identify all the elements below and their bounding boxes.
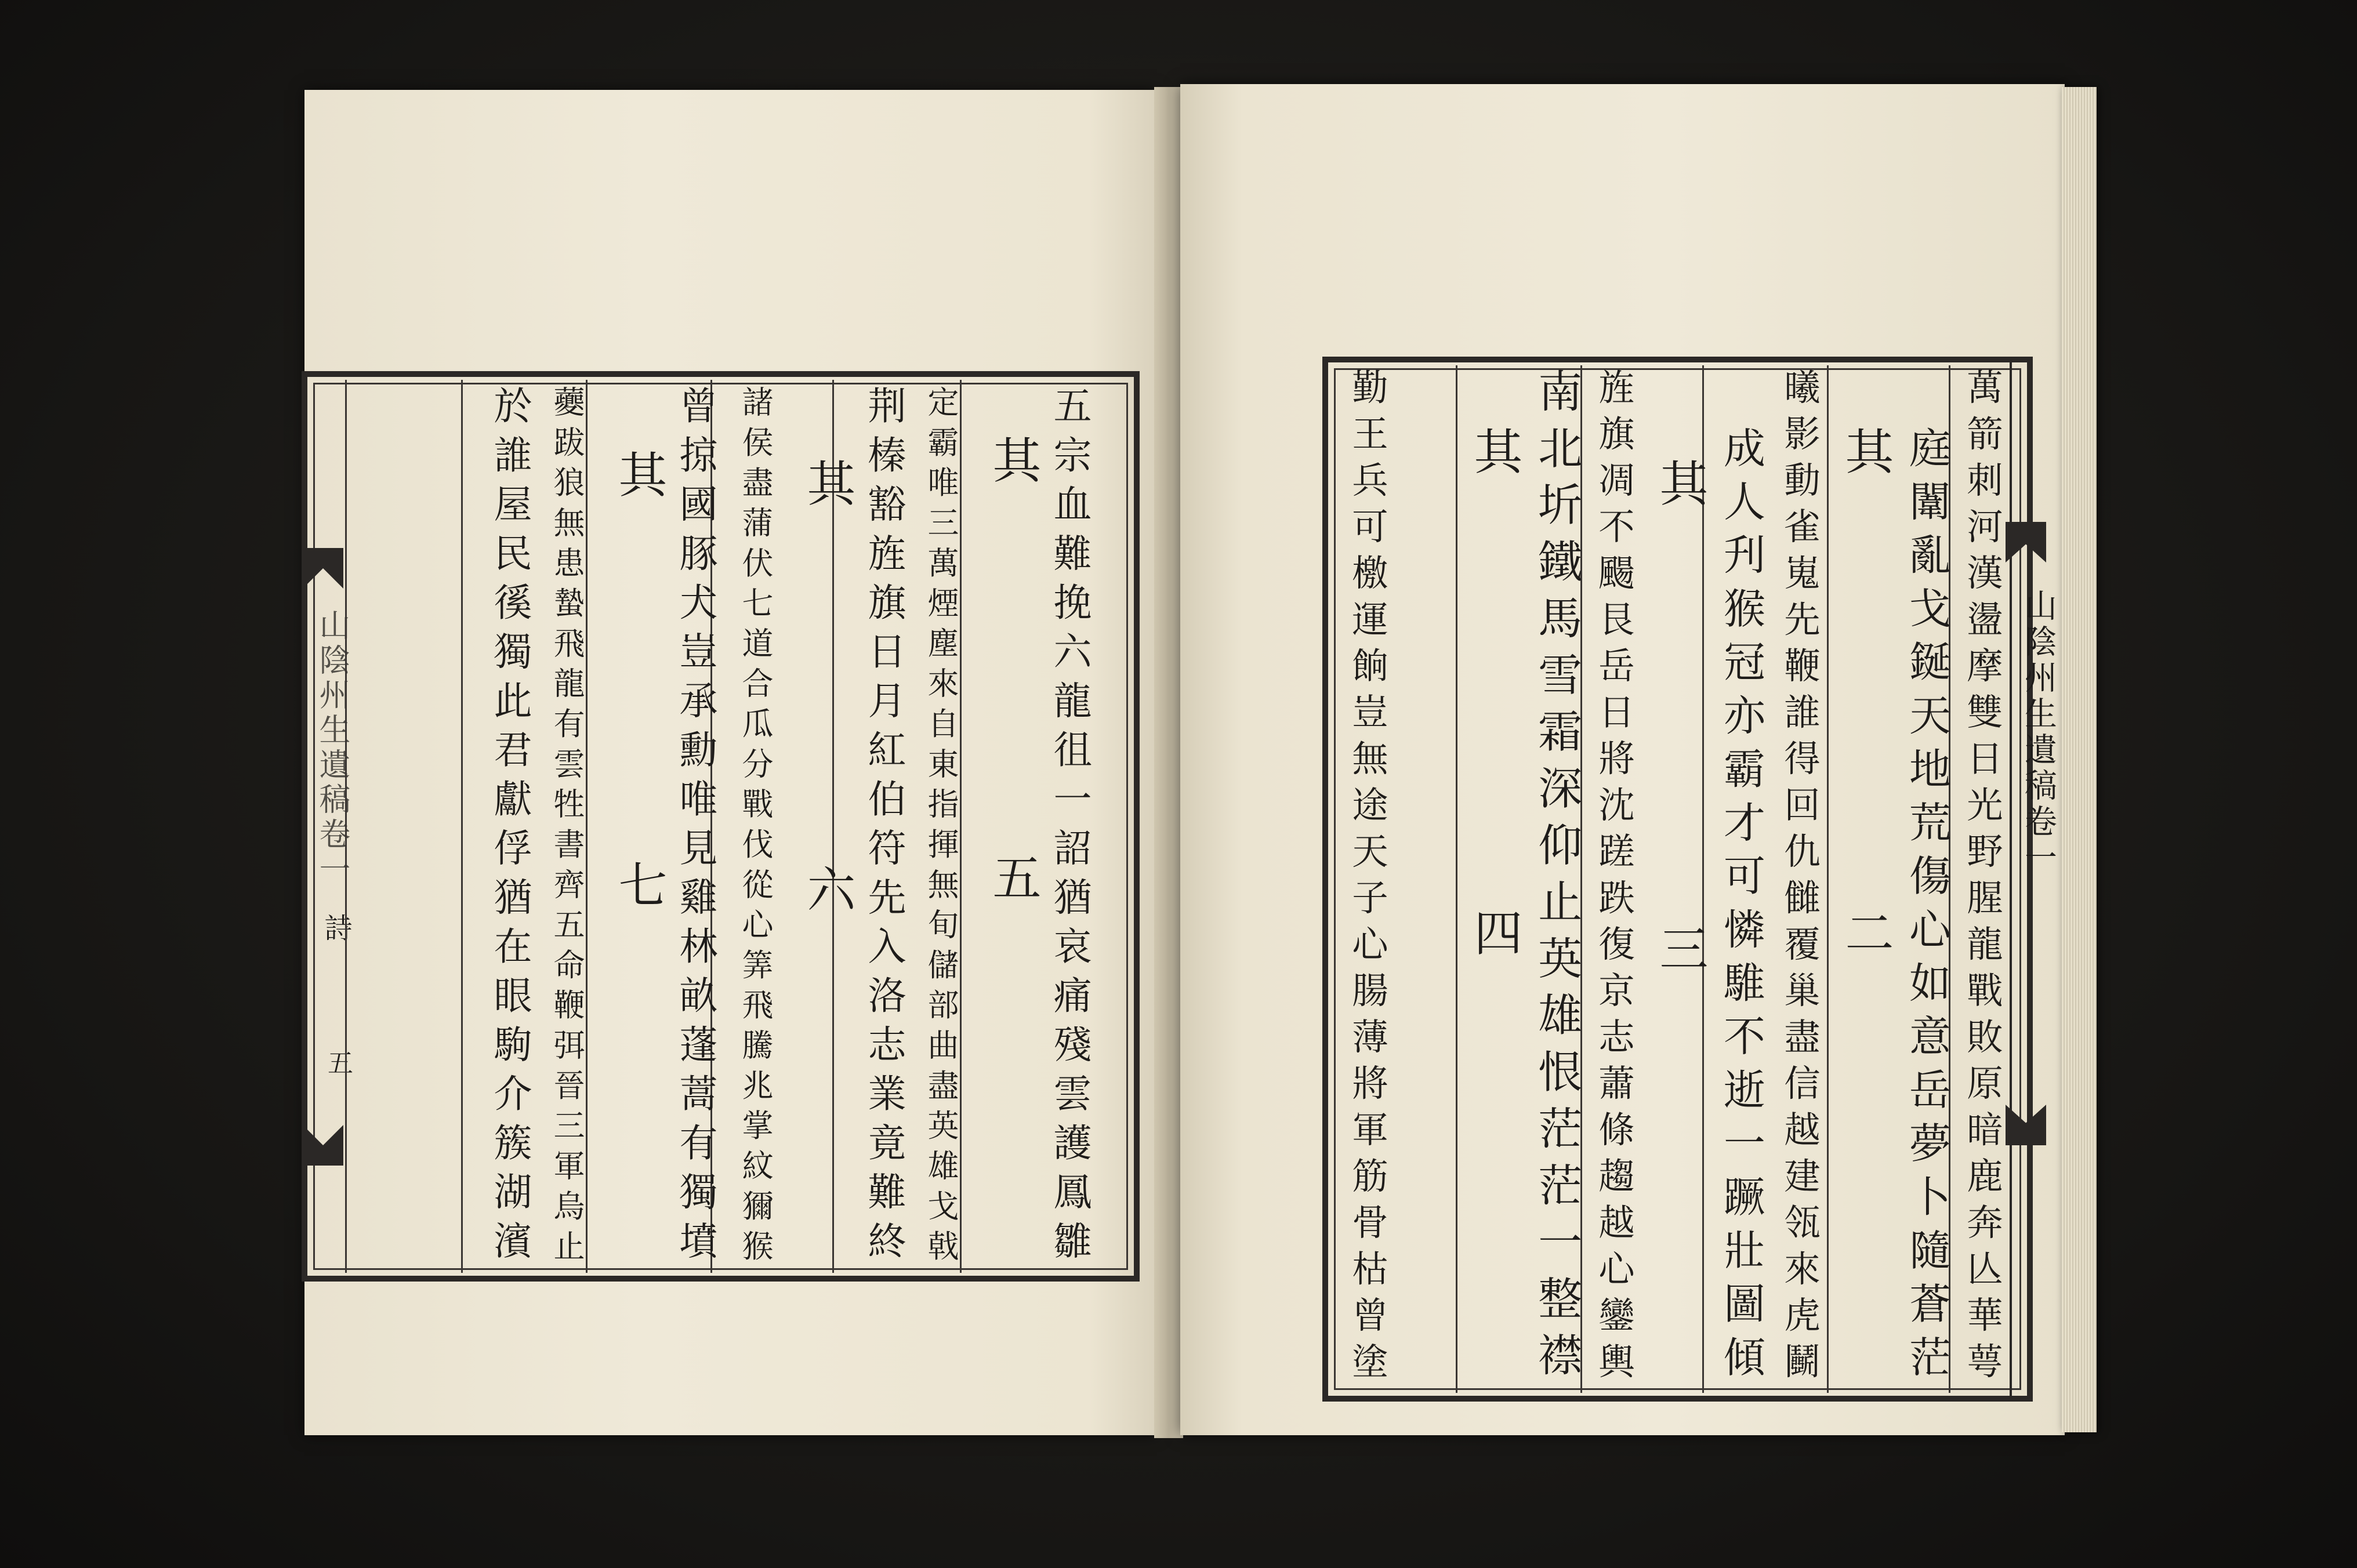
left-col-6: 諸侯盡蒲伏七道合瓜分戰伐從心筭飛騰兆掌紋獮猴 (737, 386, 774, 1270)
left-folio-number: 五 (323, 1050, 353, 1075)
right-heading-3: 其二 (1837, 426, 1894, 1389)
left-col-7: 曾掠國豚犬豈承勳唯見雞林畝蓬蒿有獨墳 (673, 386, 718, 1270)
column-rule (960, 380, 962, 1273)
right-banxin-title: 山陰州生遺稿卷一 (2019, 589, 2057, 876)
column-rule (461, 380, 463, 1273)
left-heading-2: 其五 (985, 435, 1042, 1270)
right-col-8: 南北圻鐵馬雪霜深仰止英雄恨茫茫一整襟 (1531, 368, 1583, 1389)
right-col-4: 曦影動雀嵬先鞭誰得回仇雠覆巢盡信越建瓴來虎鬭 (1778, 368, 1821, 1389)
left-col-3: 定霸唯三萬煙塵來自東指揮無旬儲部曲盡英雄戈戟 (923, 386, 960, 1270)
column-rule (1456, 365, 1457, 1393)
left-col-4: 荆榛豁旌旗日月紅伯符先入洛志業竟難終 (861, 386, 906, 1270)
left-heading-8: 其七 (611, 449, 668, 1270)
page-edges (2062, 87, 2097, 1432)
right-heading-6: 其三 (1652, 458, 1709, 1389)
book-gutter (1154, 87, 1183, 1438)
column-rule (345, 380, 347, 1273)
right-banxin-strip (2010, 357, 2047, 1402)
right-col-7: 旌旗凋不颺艮岳日將沈蹉跌復京志蕭條趨越心鑾輿 (1592, 368, 1635, 1389)
column-rule (1827, 365, 1829, 1393)
left-col-1: 五宗血難挽六龍徂一詔猶哀痛殘雲護鳳雛 (1047, 386, 1092, 1270)
right-col-5: 成人刋猴冠亦霸才可憐騅不逝一蹶壯圖傾 (1716, 426, 1765, 1389)
left-banxin-title: 山陰州生遺稿卷一 (314, 609, 351, 887)
left-banxin-label: 詩 (320, 913, 352, 941)
right-col-10: 勤王兵可檄運餉豈無途天子心腸薄將軍筋骨枯曾塗 (1346, 368, 1388, 1389)
left-heading-5: 其六 (799, 458, 856, 1270)
right-col-2: 庭闈亂戈鋋天地荒傷心如意岳夢卜隨蒼茫 (1902, 426, 1951, 1389)
right-heading-9: 其四 (1466, 426, 1523, 1389)
left-col-10: 於誰屋民徯獨此君獻俘猶在眼駒介簇湖濱 (487, 386, 532, 1270)
left-col-9: 虁跋狼無患蟄飛龍有雲牲書齊五命鞭弭晉三軍烏止 (549, 386, 586, 1270)
right-col-1: 萬箭刺河漢盪摩雙日光野腥龍戰敗原暗鹿奔亾華萼 (1960, 368, 2003, 1389)
column-rule (586, 380, 588, 1273)
